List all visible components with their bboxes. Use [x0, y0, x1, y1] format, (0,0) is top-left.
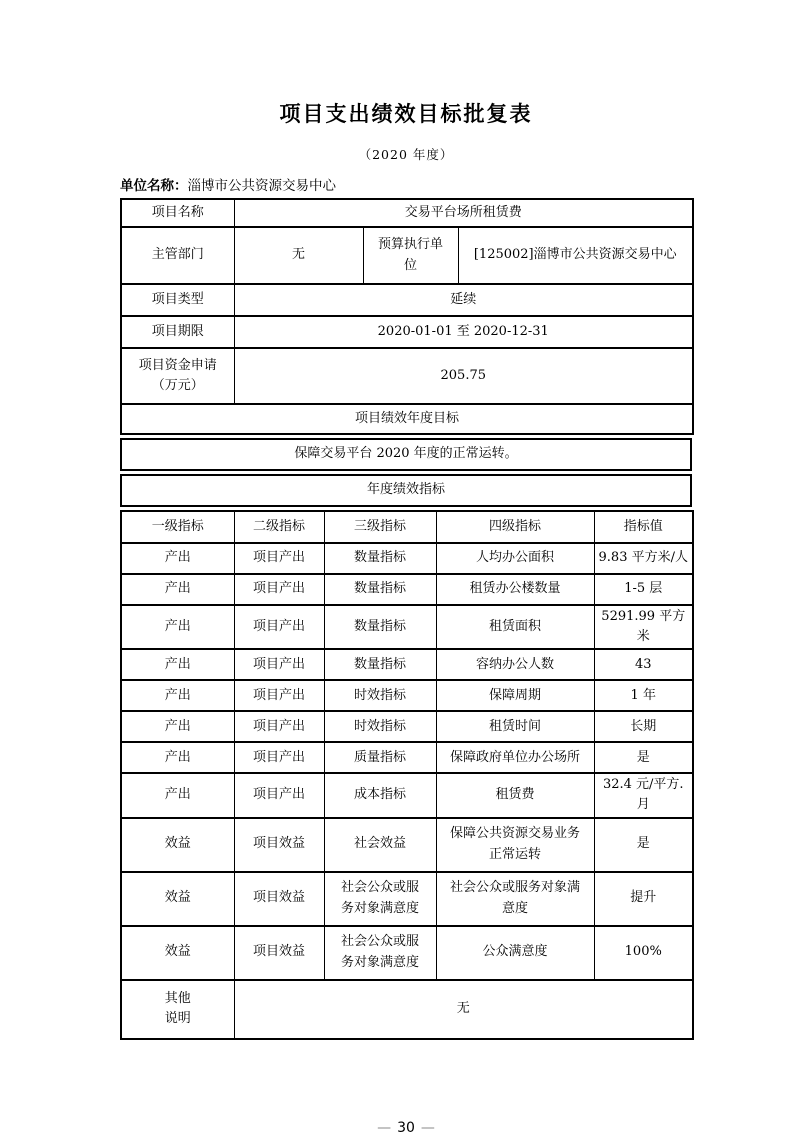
annual-goal-row [121, 439, 691, 470]
indicator-cell-value: 9.83 平方米/人 [594, 543, 693, 574]
project-name-row [121, 199, 693, 227]
indicator-section-header: 年度绩效指标 [121, 475, 691, 506]
indicator-cell-level2: 项目产出 [234, 574, 324, 605]
indicator-cell-level2: 项目产出 [234, 543, 324, 574]
page-number-value: 30 [397, 1119, 415, 1136]
project-period-label: 项目期限 [121, 316, 234, 348]
indicator-cell-value: 32.4 元/平方.月 [594, 773, 693, 817]
unit-name-line [120, 174, 692, 194]
indicator-cell-level1: 产出 [121, 711, 234, 742]
indicator-cell-level3: 社会公众或服务对象满意度 [324, 872, 436, 926]
page-title: 项目支出绩效目标批复表 [279, 101, 533, 126]
indicator-cell-level2: 项目效益 [234, 818, 324, 872]
indicator-row [121, 605, 693, 649]
project-type-label: 项目类型 [121, 284, 234, 316]
column-header-level3: 三级指标 [324, 511, 436, 543]
funding-request-label: 项目资金申请（万元） [121, 348, 234, 404]
indicator-cell-level4: 保障周期 [436, 680, 594, 711]
indicator-cell-level3: 数量指标 [324, 649, 436, 680]
project-period-row [121, 316, 693, 348]
indicator-row [121, 649, 693, 680]
page-number-dash-right: — [420, 1119, 435, 1136]
indicator-row [121, 818, 693, 872]
indicator-cell-level1: 效益 [121, 926, 234, 980]
indicator-row [121, 680, 693, 711]
column-header-level1: 一级指标 [121, 511, 234, 543]
indicator-section-header-row [121, 475, 691, 506]
indicator-cell-level3: 时效指标 [324, 711, 436, 742]
indicator-cell-value: 1 年 [594, 680, 693, 711]
page-subtitle: （2020 年度） [358, 147, 454, 162]
project-type-value: 延续 [234, 284, 693, 316]
annual-goal-header-row [121, 404, 693, 434]
funding-request-value: 205.75 [234, 348, 693, 404]
indicator-row [121, 926, 693, 980]
indicator-cell-level3: 社会效益 [324, 818, 436, 872]
indicator-cell-level1: 产出 [121, 649, 234, 680]
indicator-cell-level2: 项目产出 [234, 680, 324, 711]
other-note-label: 其他说明 [121, 980, 234, 1039]
unit-name-label: 单位名称： [120, 178, 188, 194]
indicator-cell-level4: 保障政府单位办公场所 [436, 742, 594, 773]
exec-unit-value: [125002]淄博市公共资源交易中心 [458, 227, 693, 284]
indicator-cell-value: 是 [594, 742, 693, 773]
document-content [120, 0, 692, 1136]
unit-name-value: 淄博市公共资源交易中心 [187, 178, 336, 194]
indicator-cell-value: 100% [594, 926, 693, 980]
indicator-row [121, 742, 693, 773]
indicator-header-row [121, 511, 693, 543]
indicator-cell-level1: 产出 [121, 680, 234, 711]
indicator-cell-value: 43 [594, 649, 693, 680]
indicator-cell-level4: 公众满意度 [436, 926, 594, 980]
indicator-cell-level3: 社会公众或服务对象满意度 [324, 926, 436, 980]
indicator-cell-level2: 项目产出 [234, 649, 324, 680]
indicator-cell-level3: 数量指标 [324, 605, 436, 649]
indicator-cell-value: 长期 [594, 711, 693, 742]
indicator-cell-level4: 租赁面积 [436, 605, 594, 649]
department-label: 主管部门 [121, 227, 234, 284]
funding-request-row [121, 348, 693, 404]
indicator-cell-level2: 项目产出 [234, 773, 324, 817]
indicator-cell-level2: 项目产出 [234, 742, 324, 773]
indicator-cell-level4: 社会公众或服务对象满意度 [436, 872, 594, 926]
indicator-cell-level2: 项目效益 [234, 926, 324, 980]
annual-goal-header: 项目绩效年度目标 [121, 404, 693, 434]
indicator-cell-level4: 租赁办公楼数量 [436, 574, 594, 605]
indicator-cell-value: 1-5 层 [594, 574, 693, 605]
indicator-cell-level3: 数量指标 [324, 543, 436, 574]
indicator-row [121, 773, 693, 817]
project-name-value: 交易平台场所租赁费 [234, 199, 693, 227]
indicator-cell-level1: 产出 [121, 605, 234, 649]
page-number [120, 1120, 692, 1136]
department-value: 无 [234, 227, 363, 284]
project-name-label: 项目名称 [121, 199, 234, 227]
indicator-cell-level1: 产出 [121, 773, 234, 817]
indicator-cell-level1: 产出 [121, 742, 234, 773]
other-note-row [121, 980, 693, 1039]
other-note-value: 无 [234, 980, 693, 1039]
indicator-cell-level3: 成本指标 [324, 773, 436, 817]
project-info-table [120, 198, 694, 435]
indicator-cell-level2: 项目产出 [234, 711, 324, 742]
indicator-section-header-table [120, 474, 692, 507]
indicator-cell-value: 5291.99 平方米 [594, 605, 693, 649]
indicator-cell-level4: 容纳办公人数 [436, 649, 594, 680]
indicator-cell-level4: 保障公共资源交易业务正常运转 [436, 818, 594, 872]
annual-goal-content: 保障交易平台 2020 年度的正常运转。 [121, 439, 691, 470]
indicator-cell-value: 提升 [594, 872, 693, 926]
indicator-cell-level3: 质量指标 [324, 742, 436, 773]
department-row [121, 227, 693, 284]
indicator-row [121, 872, 693, 926]
exec-unit-label: 预算执行单位 [363, 227, 458, 284]
indicator-cell-value: 是 [594, 818, 693, 872]
indicator-cell-level4: 人均办公面积 [436, 543, 594, 574]
indicator-cell-level3: 时效指标 [324, 680, 436, 711]
indicator-row [121, 711, 693, 742]
indicator-cell-level2: 项目产出 [234, 605, 324, 649]
indicator-cell-level1: 效益 [121, 818, 234, 872]
page-number-dash-left: — [377, 1119, 392, 1136]
column-header-level4: 四级指标 [436, 511, 594, 543]
indicator-table [120, 510, 694, 1040]
project-period-value: 2020-01-01 至 2020-12-31 [234, 316, 693, 348]
indicator-cell-level2: 项目效益 [234, 872, 324, 926]
project-type-row [121, 284, 693, 316]
indicator-cell-level4: 租赁费 [436, 773, 594, 817]
indicator-cell-level3: 数量指标 [324, 574, 436, 605]
column-header-value: 指标值 [594, 511, 693, 543]
indicator-cell-level1: 产出 [121, 574, 234, 605]
indicator-cell-level4: 租赁时间 [436, 711, 594, 742]
indicator-cell-level1: 效益 [121, 872, 234, 926]
annual-goal-table [120, 438, 692, 471]
indicator-cell-level1: 产出 [121, 543, 234, 574]
indicator-row [121, 543, 693, 574]
column-header-level2: 二级指标 [234, 511, 324, 543]
indicator-row [121, 574, 693, 605]
